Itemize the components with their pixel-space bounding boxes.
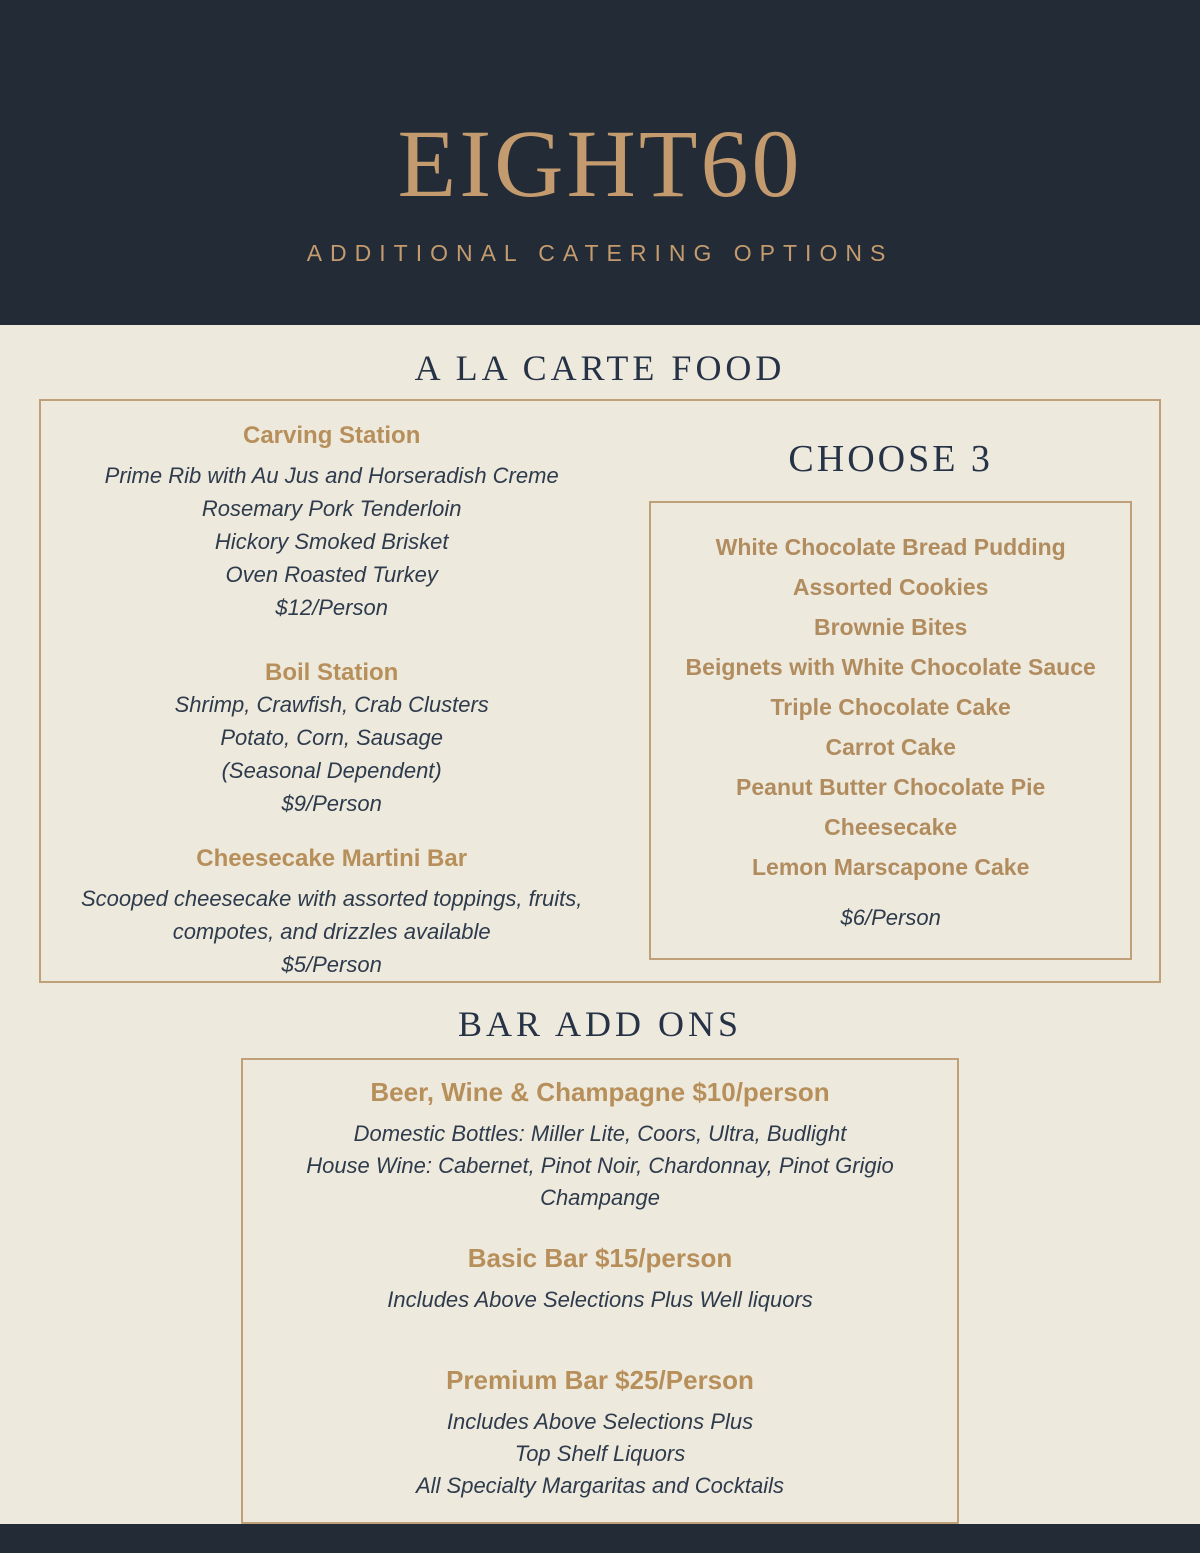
dessert-item: Cheesecake (824, 814, 958, 840)
dessert-list-box (649, 501, 1132, 960)
station-name: Boil Station (265, 659, 399, 686)
bar-section-item: All Specialty Margaritas and Cocktails (415, 1473, 785, 1498)
station-price: $12/Person (275, 595, 388, 620)
bar-section-basic-bar (263, 1242, 937, 1316)
bar-section-item: Includes Above Selections Plus Well liquors (387, 1287, 813, 1312)
a-la-carte-box (39, 399, 1161, 983)
bar-section-items (263, 1284, 937, 1316)
dessert-item: Beignets with White Chocolate Sauce (685, 654, 1096, 680)
bar-section-name: Beer, Wine & Champagne $10/person (370, 1077, 830, 1107)
footer-bar (0, 1524, 1200, 1553)
dessert-item: Lemon Marscapone Cake (751, 854, 1030, 880)
menu-subtitle: ADDITIONAL CATERING OPTIONS (306, 240, 894, 266)
bar-add-ons-box (241, 1058, 959, 1524)
a-la-carte-title: A LA CARTE FOOD (414, 348, 786, 388)
station-description: Scooped cheesecake with assorted toppings, fruits, compotes, and drizzles available (80, 886, 583, 944)
bar-section-premium-bar (263, 1364, 937, 1502)
station-name: Carving Station (243, 422, 421, 449)
dessert-item: Triple Chocolate Cake (770, 694, 1011, 720)
dessert-item: Carrot Cake (825, 734, 956, 760)
station-boil (41, 658, 622, 820)
station-item: (Seasonal Dependent) (221, 758, 442, 783)
station-items (41, 459, 622, 624)
bar-section-item: Champange (540, 1185, 660, 1210)
station-price: $5/Person (281, 952, 382, 977)
bar-section-item: Top Shelf Liquors (514, 1441, 686, 1466)
bar-section-items (263, 1118, 937, 1214)
dessert-price: $6/Person (840, 905, 941, 930)
bar-section-items (263, 1406, 937, 1502)
dessert-item: White Chocolate Bread Pudding (715, 534, 1066, 560)
station-item: Oven Roasted Turkey (225, 562, 438, 587)
bar-section-name: Premium Bar $25/Person (446, 1365, 754, 1395)
station-item: Rosemary Pork Tenderloin (201, 496, 462, 521)
dessert-item: Brownie Bites (813, 614, 968, 640)
station-item: Shrimp, Crawfish, Crab Clusters (174, 692, 489, 717)
bar-add-ons-title: BAR ADD ONS (457, 1004, 743, 1044)
choose-3-title: CHOOSE 3 (788, 438, 993, 480)
station-name: Cheesecake Martini Bar (196, 845, 468, 872)
bar-section-item: Domestic Bottles: Miller Lite, Coors, Ultra, Budlight (353, 1121, 847, 1146)
stations-column (41, 401, 622, 981)
station-item: Prime Rib with Au Jus and Horseradish Creme (104, 463, 559, 488)
station-item: Potato, Corn, Sausage (220, 725, 443, 750)
bar-section-item: Includes Above Selections Plus (446, 1409, 754, 1434)
restaurant-logo: EIGHT60 (397, 110, 803, 217)
menu-header (0, 0, 1200, 325)
bar-section-item: House Wine: Cabernet, Pinot Noir, Chardonnay, Pinot Grigio (306, 1153, 894, 1178)
bar-section-beer-wine-champagne (263, 1076, 937, 1214)
station-cheesecake-martini (41, 844, 622, 981)
bar-section-name: Basic Bar $15/person (467, 1243, 733, 1273)
station-price: $9/Person (281, 791, 382, 816)
station-item: Hickory Smoked Brisket (214, 529, 449, 554)
dessert-item: Peanut Butter Chocolate Pie (736, 774, 1046, 800)
dessert-item: Assorted Cookies (792, 574, 989, 600)
desserts-column (622, 401, 1159, 981)
station-carving (41, 421, 622, 624)
station-items (41, 688, 622, 820)
